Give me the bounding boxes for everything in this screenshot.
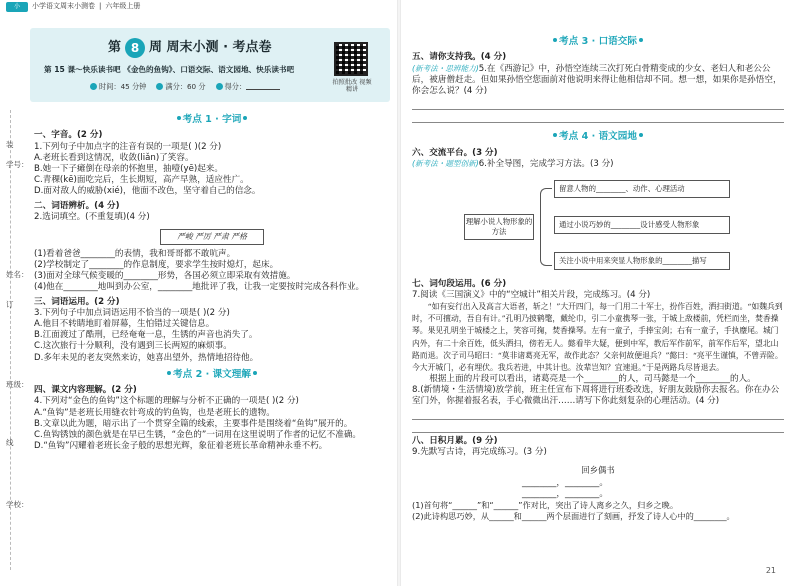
section-1-heading: 考点 1 · 字词 [34, 114, 390, 126]
q7-stem: 7.阅读《三国演义》中的“空城计”相关片段，完成练习。(4 分) [412, 290, 651, 301]
q4-option-a[interactable]: A.“鱼钩”是老班长用缝衣针弯成的钓鱼钩，也是老班长的遗物。 [34, 407, 275, 418]
qr-caption: 拍照批改 视频精讲 [332, 79, 372, 94]
q5-text: (新考法・思辨能力)5.在《西游记》中，孙悟空连续三次打死白骨精变成的少女、老妇人和老公公后，被唐僧赶走。但如果孙悟空您面前对他说明来得让他相信却不同。想一想，如果你是孙悟空，你会怎么说？(4 分) [412, 63, 782, 96]
banner-meta [90, 81, 280, 91]
grade-label: 六年级上册 [105, 2, 141, 11]
score-full-info: 满分：60 分 [156, 82, 205, 91]
clock-icon [90, 83, 97, 90]
poem-title: 回乡偶书 [581, 464, 615, 475]
q9-sub-1[interactable]: (1)首句将“______”和“______”作对比，突出了诗人离乡之久，归乡之晚。 [412, 499, 679, 510]
q8-answer-line-1[interactable] [412, 409, 784, 420]
q2-item-2[interactable]: (2)学校制定了________的作息制度，要求学生按时熄灯，起床。 [34, 260, 279, 271]
star-icon [156, 83, 163, 90]
right-page [402, 0, 800, 586]
q9-sub-2[interactable]: (2)此诗构思巧妙，从______和______两个层面进行了刻画，抒发了诗人心中的________。 [412, 510, 735, 521]
q3-stem: 3.下列句子中加点词语运用不恰当的一项是( )(2 分) [34, 307, 230, 318]
score-info[interactable]: 得分： [216, 81, 281, 91]
side-bind-char-1: 装 [6, 140, 14, 149]
q4-heading: 四、课文内容理解。(2 分) [34, 385, 137, 396]
q1-heading: 一、字音。(2 分) [34, 130, 103, 141]
right-content [412, 34, 784, 521]
school-label: 学校： [6, 500, 29, 509]
word-bank: 严峻 严厉 严肃 严格 [160, 229, 264, 245]
poem-blank-2[interactable]: ________，________。 [522, 488, 608, 499]
week-suffix: 周 周末小测 · 考点卷 [149, 39, 272, 55]
poem-blank-1[interactable]: ________，________。 [522, 477, 608, 488]
q4-option-c[interactable]: C.鱼钩锈蚀的颜色就是在早已生锈，“金色的”一词用在这里说明了作者的记忆不准确。 [34, 429, 362, 440]
q7-fill[interactable]: 根据上面的片段可以看出，诸葛亮是一个________的人，司马懿是一个________的人。 [429, 373, 756, 384]
pencil-icon [216, 83, 223, 90]
q1-stem: 1.下列句子中加点字的注音有误的一项是( )(2 分) [34, 141, 222, 152]
q2-item-4[interactable]: (4)他在________地叫到办公室，________地批评了我，让我一定要按时完成各科作业。 [34, 282, 365, 293]
q5-tag: (新考法・思辨能力) [412, 63, 479, 73]
qr-code-icon[interactable] [334, 42, 368, 76]
side-bind-char-2: 订 [6, 300, 14, 309]
q2-item-3[interactable]: (3)面对全球气候变暖的________形势，各国必须立即采取有效措施。 [34, 271, 296, 282]
week-prefix: 第 [108, 39, 122, 55]
week-number: 8 [125, 38, 145, 58]
q5-heading: 五、请你支持我。(4 分) [412, 52, 507, 63]
q3-option-a[interactable]: A.他目不转睛地盯着屏幕，生怕错过关键信息。 [34, 319, 215, 329]
test-banner [30, 28, 390, 102]
page-fold [397, 0, 401, 586]
series-logo: 小 [6, 2, 28, 12]
q1-option-b[interactable]: B.她一下子瘫倒在母亲的怀抱里，抽噎(yē)起来。 [34, 163, 223, 174]
banner-subtitle: 第 15 课～快乐读书吧 《金色的鱼钩》、口语交际、语文园地、快乐读书吧 [44, 65, 295, 74]
class-label: 班级： [6, 380, 29, 389]
header-bar: 小 小学语文周末小测卷 | 六年级上册 [6, 2, 140, 12]
left-page [0, 0, 396, 586]
q4-option-d[interactable]: D.“鱼钩”闪耀着老班长金子般的思想光辉，象征着老班长革命精神永垂不朽。 [34, 441, 328, 452]
section-4-heading: 考点 4 · 语文园地 [412, 131, 784, 143]
q6-stem: (新考法・题型创新)6.补全导图，完成学习方法。(3 分) [412, 158, 614, 169]
left-content [34, 112, 390, 452]
q6-heading: 六、交流平台。(3 分) [412, 147, 498, 158]
q2-heading: 二、词语辨析。(4 分) [34, 200, 120, 211]
mind-map-branch-2[interactable]: 通过小说巧妙的________设计感受人物形象 [554, 216, 730, 234]
series-title: 小学语文周末小测卷 [32, 2, 95, 11]
q7-passage: “如有妄行出入及高言大语者，斩之！”大开四门，每一门用二十军士，扮作百姓，洒扫街道。“如魏兵到时，不可擅动，吾自有计。”孔明乃披鹤氅，戴纶巾，引二小童携琴一张，于城上敌楼前，凭栏而坐，焚香操琴。果见孔明坐于城楼之上，笑容可掬，焚香操琴。左有一童子，手捧宝剑；右有一童子，手执麈尾。城门内外，有二十余百姓，低头洒扫，傍若无人。懿看毕大疑，便到中军，教后军作前军，前军作后军，望北山路而退。次子司马昭曰：“莫非诸葛亮无军，故作此态？父亲何故便退兵？”懿曰：“亮平生谨慎，不曾弄险。今大开城门，必有埋伏。我兵若进，中其计也。汝辈岂知？宜速退。”于是两路兵尽皆退去。 [412, 302, 783, 372]
q7-heading: 七、词句段运用。(6 分) [412, 278, 507, 289]
time-info: 时间：45 分钟 [90, 82, 146, 91]
q8-answer-line-2[interactable] [412, 422, 784, 433]
banner-title [108, 38, 272, 58]
q3-option-b[interactable]: B.江面渡过了酷刑，已经奄奄一息，生锈的声音也消失了。 [34, 330, 258, 341]
q2-stem: 2.选词填空。(不重复填)(4 分) [34, 211, 150, 222]
mind-map [412, 176, 784, 276]
mind-map-branch-1[interactable]: 留意人物的________、动作、心理活动 [554, 180, 730, 198]
section-2-heading: 考点 2 · 课文理解 [34, 369, 390, 381]
q2-item-1[interactable]: (1)看着爸爸________的表情，我和哥哥都不敢吭声。 [34, 248, 236, 259]
q4-option-b[interactable]: B.文章以此为题，暗示出了一个贯穿全篇的线索，主要事件是围绕着“鱼钩”展开的。 [34, 418, 353, 429]
student-id-label: 学号： [6, 160, 29, 169]
page-number: 21 [765, 565, 776, 575]
mind-map-brace [540, 188, 552, 266]
q8-text: 8.(新情境・生活情境)放学前，班主任宣布下周将进行班委改选，好朋友鼓励你去报名。你在办公室门外，你握着报名表，手心微微出汗……请写下你此刻复杂的心理活动。(4 分) [412, 384, 780, 407]
q1-option-c[interactable]: C.青稞(kē)面吃完后，生长期短，高产早熟，适应性广。 [34, 175, 249, 186]
mind-map-root: 理解小说人物形象的方法 [464, 214, 534, 240]
q4-stem: 4.下列对“金色的鱼钩”这个标题的理解与分析不正确的一项是( )(2 分) [34, 396, 299, 407]
name-label: 姓名： [6, 270, 29, 279]
side-bind-char-3: 线 [6, 438, 14, 447]
q1-option-a[interactable]: A.老班长看到这情况，收敛(liǎn)了笑容。 [34, 152, 194, 163]
q1-option-d[interactable]: D.面对敌人的威胁(xié)，他面不改色，坚守着自己的信念。 [34, 186, 261, 197]
mind-map-branch-3[interactable]: 关注小说中用来突显人物形象的________描写 [554, 252, 730, 270]
q9-stem: 9.先默写古诗，再完成练习。(3 分) [412, 447, 547, 458]
q5-answer-line-2[interactable] [412, 112, 784, 123]
q3-heading: 三、词语运用。(2 分) [34, 296, 120, 307]
section-3-heading: 考点 3 · 口语交际 [412, 36, 784, 48]
q9-heading: 八、日积月累。(9 分) [412, 436, 498, 447]
q5-answer-line-1[interactable] [412, 99, 784, 110]
q3-option-d[interactable]: D.多年未见的老友突然来访，她喜出望外，热情地招待他。 [34, 352, 259, 363]
q3-option-c[interactable]: C.这次旅行十分顺利，没有遇到三长两短的麻烦事。 [34, 341, 232, 352]
